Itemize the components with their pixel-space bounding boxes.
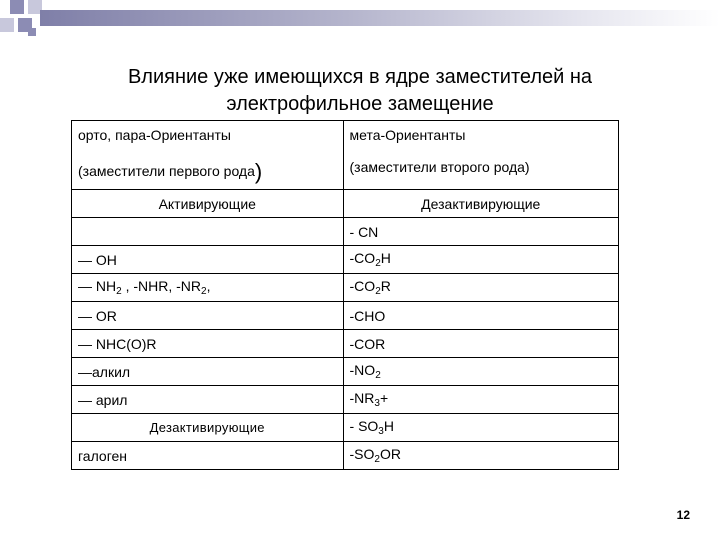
formula-subscript: 3 (374, 398, 380, 409)
formula-part: — NH (78, 278, 117, 294)
row-left: — арил (72, 386, 344, 414)
row-left: — OH (72, 246, 344, 274)
row-left (72, 218, 344, 246)
formula-subscript: 2 (374, 454, 380, 465)
row-left (72, 274, 344, 302)
row-right (343, 386, 618, 414)
decor-square (0, 18, 14, 32)
left-subheader-paren: ) (254, 159, 263, 184)
right-group-label: Дезактивирующие (343, 190, 618, 218)
formula-subscript: 2 (375, 258, 381, 269)
row-left: —алкил (72, 358, 344, 386)
table-row (72, 246, 619, 274)
formula-part: -CO (349, 250, 376, 266)
table-row (72, 274, 619, 302)
row-right (343, 358, 618, 386)
table-row (72, 218, 619, 246)
formula-part: -NR (349, 390, 375, 406)
left-subheader-text: (заместители первого рода (78, 163, 255, 179)
table-row (72, 358, 619, 386)
formula-part: -CO (349, 278, 376, 294)
table-row (72, 386, 619, 414)
row-left: галоген (72, 442, 344, 470)
table-row (72, 302, 619, 330)
row-right: - CN (343, 218, 618, 246)
left-group-label: Активирующие (72, 190, 344, 218)
formula-part: - SO (349, 418, 379, 434)
row-right (343, 442, 618, 470)
left-subheader (72, 157, 344, 190)
formula-part: OR (379, 446, 401, 462)
left-header: орто, пара-Ориентанты (72, 121, 344, 158)
formula-part: -NO (349, 362, 376, 378)
row-left: — NHC(O)R (72, 330, 344, 358)
row-right (343, 414, 618, 442)
formula-part: -SO (349, 446, 375, 462)
page-number: 12 (676, 508, 690, 522)
formula-subscript: 2 (375, 370, 381, 381)
formula-subscript: 2 (116, 286, 122, 297)
header-row (72, 121, 619, 158)
row-left-group-label: Дезактивирующие (72, 414, 344, 442)
formula-subscript: 3 (378, 426, 384, 437)
row-right: -CHO (343, 302, 618, 330)
title-line-1: Влияние уже имеющихся в ядре заместителей на (127, 66, 593, 88)
title-line-2: электрофильное замещение (226, 93, 494, 115)
decor-square (10, 0, 24, 14)
table-row (72, 330, 619, 358)
right-header: мета-Ориентанты (343, 121, 618, 158)
formula-part: , -NHR, -NR (121, 278, 202, 294)
row-left: — OR (72, 302, 344, 330)
formula-part: H (383, 418, 394, 434)
header-gradient-band (40, 10, 720, 26)
substituents-table (71, 120, 619, 470)
formula-subscript: 2 (375, 286, 381, 297)
subheader-row (72, 157, 619, 190)
decorative-header (0, 0, 720, 40)
table-row (72, 442, 619, 470)
row-right (343, 274, 618, 302)
slide-title (60, 64, 660, 118)
row-right: -COR (343, 330, 618, 358)
formula-part: + (379, 390, 389, 406)
row-right (343, 246, 618, 274)
table-row (72, 414, 619, 442)
formula-part: H (380, 250, 391, 266)
formula-subscript: 2 (201, 286, 207, 297)
formula-part: , (206, 278, 211, 294)
right-subheader: (заместители второго рода) (343, 157, 618, 190)
formula-part: R (380, 278, 391, 294)
decor-square (28, 28, 36, 36)
group-row (72, 190, 619, 218)
